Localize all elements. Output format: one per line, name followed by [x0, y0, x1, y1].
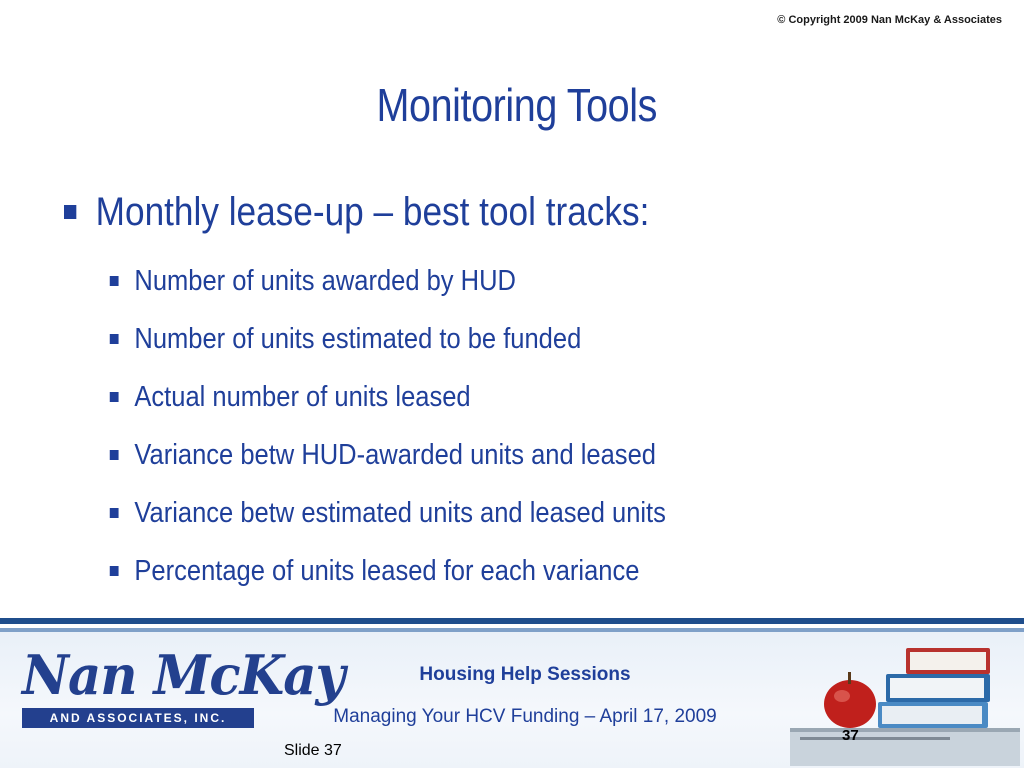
square-bullet-icon [110, 566, 119, 576]
slide-title: Monitoring Tools [376, 79, 657, 131]
sub-bullet-text: Percentage of units leased for each variance [134, 554, 640, 587]
sub-bullet-text: Variance betw estimated units and leased units [134, 496, 666, 529]
sub-bullet-list [64, 252, 964, 600]
logo-tagline: AND ASSOCIATES, INC. [22, 708, 254, 728]
square-bullet-icon [64, 205, 76, 219]
sub-bullet [64, 542, 856, 600]
sub-bullet-text: Number of units awarded by HUD [134, 264, 516, 297]
sub-bullet [64, 252, 856, 310]
copyright-notice: © Copyright 2009 Nan McKay & Associates [777, 14, 1002, 26]
slide-number-label: Slide 37 [284, 742, 342, 759]
sub-bullet-text: Variance betw HUD-awarded units and leased [134, 438, 656, 471]
sub-bullet [64, 426, 856, 484]
square-bullet-icon [110, 450, 119, 460]
sub-bullet-text: Actual number of units leased [134, 380, 471, 413]
logo-name: Nan McKay [22, 643, 345, 707]
session-subtitle: Managing Your HCV Funding – April 17, 2009 [333, 706, 717, 727]
square-bullet-icon [110, 508, 119, 518]
main-bullet [64, 184, 856, 240]
sub-bullet-text: Number of units estimated to be funded [134, 322, 582, 355]
sub-bullet [64, 368, 856, 426]
session-title: Housing Help Sessions [419, 664, 631, 685]
main-bullet-text: Monthly lease-up – best tool tracks: [95, 189, 650, 234]
square-bullet-icon [110, 392, 119, 402]
apple-and-books-icon [790, 634, 1020, 766]
square-bullet-icon [110, 276, 119, 286]
sub-bullet [64, 310, 856, 368]
bullet-list [64, 184, 964, 600]
square-bullet-icon [110, 334, 119, 344]
page-number: 37 [842, 727, 859, 744]
sub-bullet [64, 484, 856, 542]
